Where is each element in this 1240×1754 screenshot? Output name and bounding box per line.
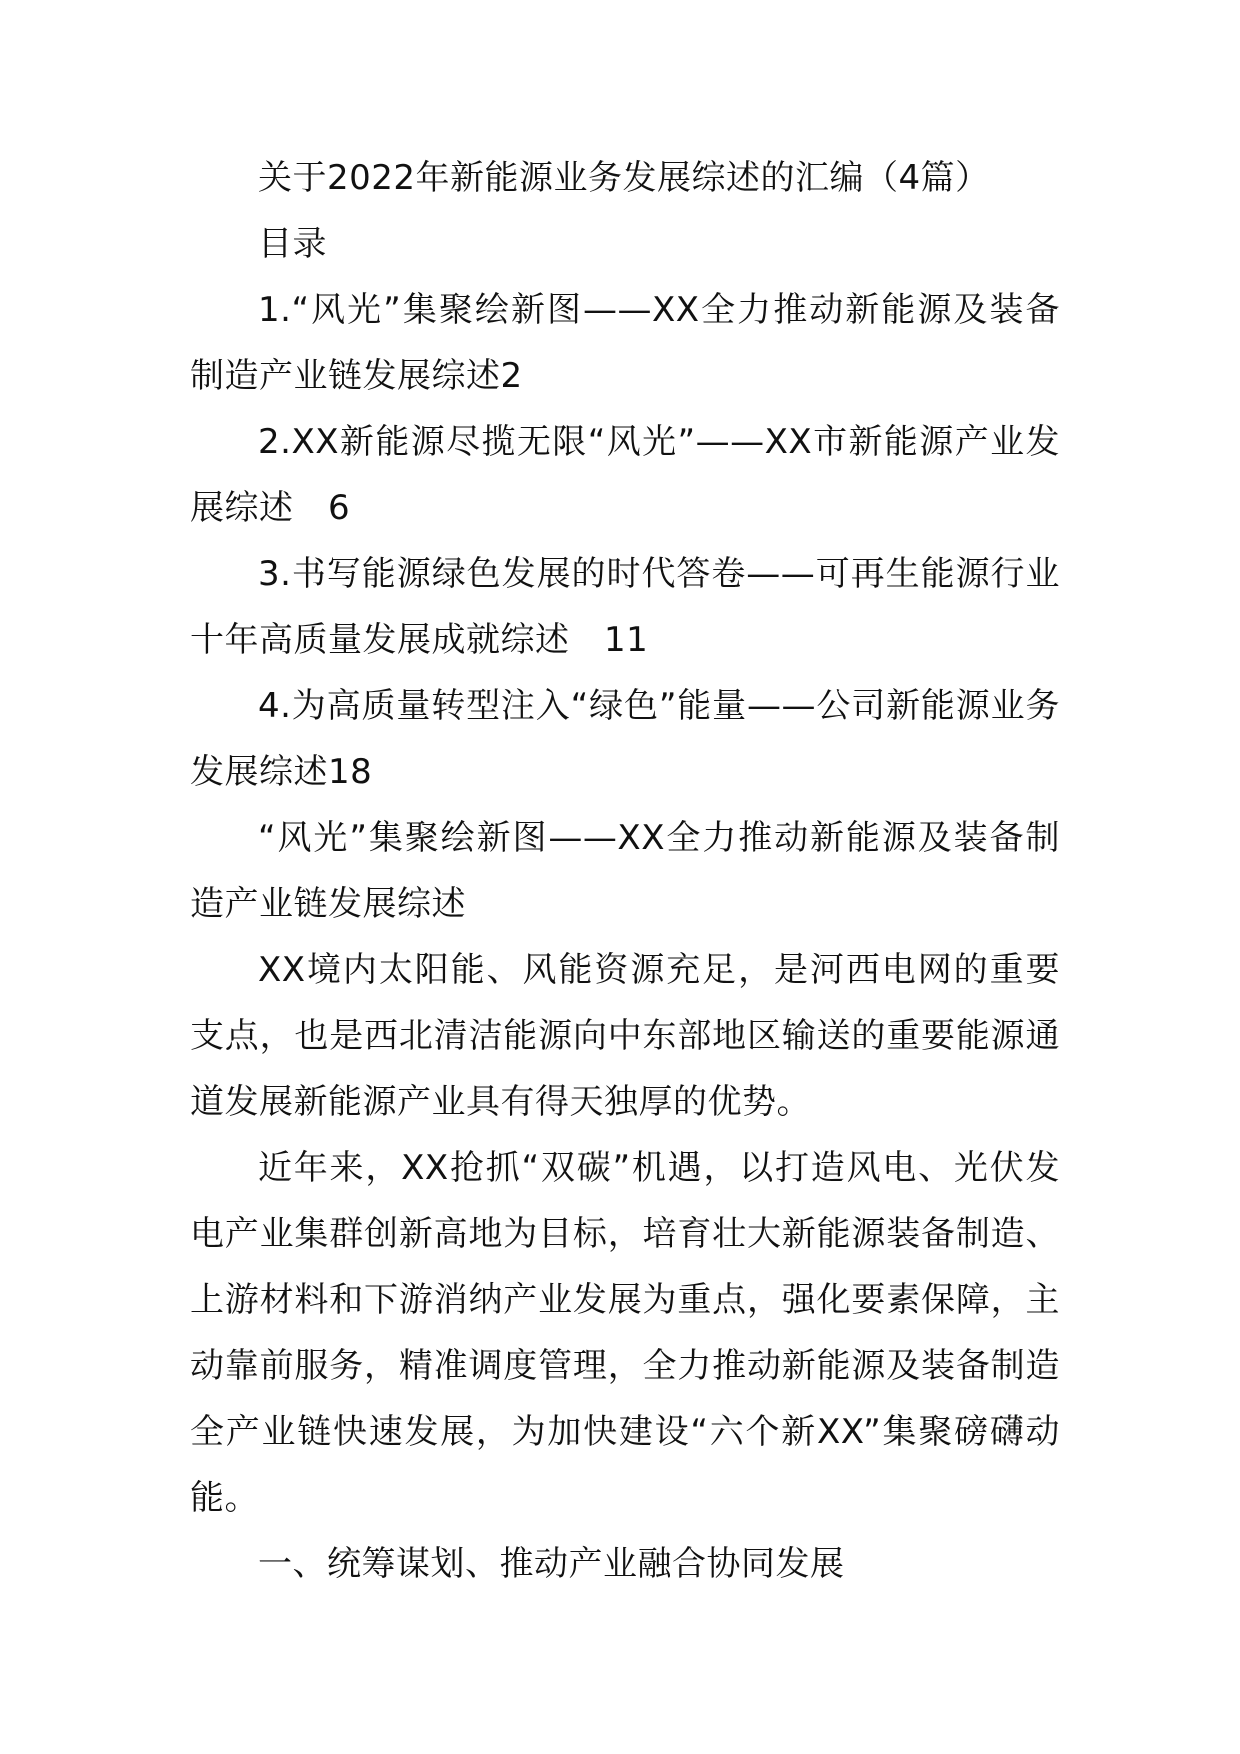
toc-item-4: 4.为高质量转型注入“绿色”能量——公司新能源业务发展综述18 (190, 686, 1060, 792)
section-heading: 一、统筹谋划、推动产业融合协同发展 (258, 1544, 845, 1584)
toc-heading: 目录 (258, 224, 327, 264)
body-paragraph-2: 近年来，XX抢抓“双碳”机遇，以打造风电、光伏发电产业集群创新高地为目标，培育壮大新能源装备制造、上游材料和下游消纳产业发展为重点，强化要素保障，主动靠前服务，精准调度管理，全力推动新能源及装备制造全产业链快速发展，为加快建设“六个新XX”集聚磅礴动能。 (190, 1148, 1060, 1518)
toc-item-1: 1.“风光”集聚绘新图——XX全力推动新能源及装备制造产业链发展综述2 (190, 290, 1060, 396)
toc-item-3: 3.书写能源绿色发展的时代答卷——可再生能源行业十年高质量发展成就综述 11 (190, 554, 1060, 660)
document-title: 关于2022年新能源业务发展综述的汇编（4篇） (258, 158, 990, 198)
article-title: “风光”集聚绘新图——XX全力推动新能源及装备制造产业链发展综述 (190, 818, 1060, 924)
document-body (190, 145, 1060, 1597)
toc-item-2: 2.XX新能源尽揽无限“风光”——XX市新能源产业发展综述 6 (190, 422, 1060, 528)
body-paragraph-1: XX境内太阳能、风能资源充足，是河西电网的重要支点，也是西北清洁能源向中东部地区输送的重要能源通道发展新能源产业具有得天独厚的优势。 (190, 950, 1060, 1122)
